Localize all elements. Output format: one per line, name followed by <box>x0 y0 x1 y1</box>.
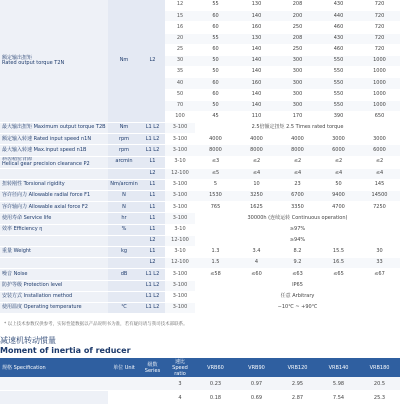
moi-header-cell: VRB180 <box>359 358 400 377</box>
moi-header-cell: 规格 Specification <box>0 358 108 377</box>
value-cell: 550 <box>318 78 359 89</box>
spec-unit: rpm <box>108 134 140 145</box>
value-cell: 300 <box>277 100 318 111</box>
moi-value-cell: 0.18 <box>195 391 236 405</box>
value-cell: 140 <box>236 89 277 100</box>
value-cell: 45 <box>195 111 236 122</box>
value-cell: ≤67 <box>359 269 400 280</box>
value-cell: 4000 <box>277 134 318 145</box>
spec-series: L1 L2 <box>140 280 165 291</box>
spec-label <box>0 258 108 269</box>
value-cell: 50 <box>195 100 236 111</box>
value-cell: 140 <box>236 11 277 22</box>
spec-series: L2 <box>140 258 165 269</box>
value-cell: 1000 <box>359 78 400 89</box>
spec-row <box>0 269 400 280</box>
ratio-cell: 3-100 <box>165 123 195 134</box>
spec-span-value: ≥97% <box>195 224 400 235</box>
spec-row <box>0 202 400 213</box>
value-cell: 130 <box>236 0 277 11</box>
spec-unit: N <box>108 191 140 202</box>
moi-unit-cell <box>108 377 140 391</box>
value-cell: 15.5 <box>318 246 359 257</box>
value-cell: ≤4 <box>236 168 277 179</box>
value-cell: 8.2 <box>277 246 318 257</box>
spec-span-value: −10℃ ~ +90℃ <box>195 302 400 313</box>
ratio-cell: 15 <box>165 11 195 22</box>
spec-series: L1 <box>140 191 165 202</box>
spec-span-value: 任意 Arbitrary <box>195 291 400 302</box>
value-cell: 1000 <box>359 55 400 66</box>
spec-label: 重量 Weight <box>0 246 108 257</box>
value-cell: 460 <box>318 44 359 55</box>
value-cell: 3000 <box>359 134 400 145</box>
value-cell: 55 <box>195 33 236 44</box>
spec-series: L1 <box>140 224 165 235</box>
spec-unit: N <box>108 202 140 213</box>
moi-value-cell: 0.69 <box>236 391 277 405</box>
value-cell: 140 <box>236 100 277 111</box>
value-cell: 720 <box>359 0 400 11</box>
moi-value-cell: 2.95 <box>277 377 318 391</box>
moi-header-cell: VRB60 <box>195 358 236 377</box>
value-cell: 390 <box>318 111 359 122</box>
value-cell: 4700 <box>318 202 359 213</box>
value-cell: ≤65 <box>318 269 359 280</box>
value-cell: 16.5 <box>318 258 359 269</box>
moi-series-cell <box>140 377 165 391</box>
ratio-cell: 25 <box>165 44 195 55</box>
moi-value-cell: 5.98 <box>318 377 359 391</box>
moi-header-cell: 速比 Speed ratio <box>165 358 195 377</box>
value-cell: 50 <box>318 179 359 190</box>
ratio-cell: 3-100 <box>165 213 195 224</box>
ratio-cell: 35 <box>165 67 195 78</box>
moi-table-body <box>0 377 400 405</box>
value-cell: 250 <box>277 44 318 55</box>
ratio-cell: 3-100 <box>165 145 195 156</box>
spec-unit <box>108 291 140 302</box>
value-cell: 4000 <box>195 134 236 145</box>
ratio-cell: 12 <box>165 0 195 11</box>
value-cell: 4 <box>236 258 277 269</box>
value-cell: 720 <box>359 11 400 22</box>
value-cell: 6700 <box>277 191 318 202</box>
ratio-cell: 30 <box>165 55 195 66</box>
spec-row <box>0 156 400 168</box>
spec-label: 最大输入转速 Max.input speed n1B <box>0 145 108 156</box>
moi-table <box>0 358 400 405</box>
value-cell: 1000 <box>359 89 400 100</box>
value-cell: ≤63 <box>277 269 318 280</box>
spec-unit: rpm <box>108 145 140 156</box>
value-cell: 3250 <box>236 191 277 202</box>
spec-label: 安装方式 Installation method <box>0 291 108 302</box>
spec-unit: ℃ <box>108 302 140 313</box>
value-cell: 250 <box>277 22 318 33</box>
moi-spec-cell <box>0 377 108 391</box>
ratio-cell: 3-100 <box>165 179 195 190</box>
value-cell: 10 <box>236 179 277 190</box>
value-cell: 145 <box>359 179 400 190</box>
value-cell: 208 <box>277 0 318 11</box>
value-cell: 208 <box>277 33 318 44</box>
spec-label <box>0 235 108 246</box>
value-cell: 300 <box>277 55 318 66</box>
value-cell: 140 <box>236 44 277 55</box>
spec-label: 容许轴向力 Allowable axial force F2 <box>0 202 108 213</box>
value-cell: 8000 <box>277 145 318 156</box>
value-cell: ≤2 <box>359 156 400 168</box>
spec-series: L1 L2 <box>140 302 165 313</box>
value-cell: 60 <box>195 44 236 55</box>
spec-unit: hr <box>108 213 140 224</box>
spec-label: 噪音 Noise <box>0 269 108 280</box>
value-cell: 130 <box>236 33 277 44</box>
moi-title-en: Moment of inertia of reducer <box>0 346 131 355</box>
value-cell: 9400 <box>318 191 359 202</box>
moi-header-cell: 级数 Series <box>140 358 165 377</box>
value-cell: 720 <box>359 44 400 55</box>
ratio-cell: 12-100 <box>165 258 195 269</box>
spec-unit: kg <box>108 246 140 257</box>
moi-value-cell: 25.3 <box>359 391 400 405</box>
value-cell: 7250 <box>359 202 400 213</box>
spec-unit: Nm/arcmin <box>108 179 140 190</box>
spec-series: L1 L2 <box>140 291 165 302</box>
rated-torque-label: 额定输出扭矩 Rated output torque T2N <box>0 0 108 123</box>
value-cell: 140 <box>236 67 277 78</box>
ratio-cell: 20 <box>165 33 195 44</box>
value-cell: 55 <box>195 0 236 11</box>
value-cell: 50 <box>195 67 236 78</box>
spec-label: 使用寿命 Service life <box>0 213 108 224</box>
value-cell: 50 <box>195 55 236 66</box>
ratio-cell: 3-100 <box>165 191 195 202</box>
value-cell: 23 <box>277 179 318 190</box>
spec-label: 防护等级 Protection level <box>0 280 108 291</box>
value-cell: 440 <box>318 11 359 22</box>
spec-unit <box>108 168 140 179</box>
spec-row <box>0 191 400 202</box>
value-cell: 170 <box>277 111 318 122</box>
value-cell: 60 <box>195 11 236 22</box>
spec-row-rated-torque <box>0 0 400 11</box>
spec-series: L1 L2 <box>140 269 165 280</box>
value-cell: 550 <box>318 55 359 66</box>
spec-row <box>0 123 400 134</box>
spec-series: L1 <box>140 179 165 190</box>
value-cell: 550 <box>318 100 359 111</box>
moi-value-cell: 2.87 <box>277 391 318 405</box>
value-cell: 550 <box>318 67 359 78</box>
value-cell: 6000 <box>359 145 400 156</box>
value-cell: ≤2 <box>236 156 277 168</box>
value-cell: 110 <box>236 111 277 122</box>
value-cell: ≤5 <box>195 168 236 179</box>
value-cell: 33 <box>359 258 400 269</box>
spec-label: 额定输入转速 Rated input speed n1N <box>0 134 108 145</box>
moi-header-cell: 单位 Unit <box>108 358 140 377</box>
moi-header-cell: VRB120 <box>277 358 318 377</box>
spec-label: 效率 Efficiency η <box>0 224 108 235</box>
ratio-cell: 3-100 <box>165 302 195 313</box>
spec-row <box>0 291 400 302</box>
value-cell: 1.5 <box>195 258 236 269</box>
value-cell: 765 <box>195 202 236 213</box>
ratio-cell: 3-100 <box>165 269 195 280</box>
ratio-cell: 3-100 <box>165 280 195 291</box>
spec-span-value: IP65 <box>195 280 400 291</box>
value-cell: ≤3 <box>195 156 236 168</box>
spec-series: L1 <box>140 202 165 213</box>
moi-unit-cell <box>108 391 140 405</box>
value-cell: 8000 <box>195 145 236 156</box>
moi-header-row <box>0 358 400 377</box>
moi-header-cell: VRB90 <box>236 358 277 377</box>
value-cell: 300 <box>277 67 318 78</box>
spec-label: 扭转刚性 Torsional rigidity <box>0 179 108 190</box>
spec-unit <box>108 280 140 291</box>
spec-row <box>0 145 400 156</box>
spec-row <box>0 246 400 257</box>
ratio-cell: 12-100 <box>165 235 195 246</box>
value-cell: 9.2 <box>277 258 318 269</box>
value-cell: 8000 <box>236 145 277 156</box>
ratio-cell: 3-100 <box>165 134 195 145</box>
spec-unit <box>108 258 140 269</box>
spec-unit: arcmin <box>108 156 140 168</box>
moi-ratio-cell: 4 <box>165 391 195 405</box>
value-cell: ≤4 <box>359 168 400 179</box>
moi-header-cell: VRB140 <box>318 358 359 377</box>
spec-series: L1 <box>140 246 165 257</box>
spec-series: L2 <box>140 235 165 246</box>
value-cell: 650 <box>359 111 400 122</box>
ratio-cell: 12-100 <box>165 168 195 179</box>
value-cell: 300 <box>277 78 318 89</box>
value-cell: 1625 <box>236 202 277 213</box>
spec-unit: Nm <box>108 123 140 134</box>
spec-label: 容许径向力 Allowable radial force F1 <box>0 191 108 202</box>
value-cell: 60 <box>195 89 236 100</box>
ratio-cell: 16 <box>165 22 195 33</box>
ratio-cell: 50 <box>165 89 195 100</box>
spec-row <box>0 213 400 224</box>
rated-torque-unit: Nm <box>108 0 140 123</box>
spec-row <box>0 168 400 179</box>
spec-series: L1 L2 <box>140 134 165 145</box>
spec-label <box>0 168 108 179</box>
value-cell: 1000 <box>359 100 400 111</box>
moi-value-cell: 0.23 <box>195 377 236 391</box>
moi-row <box>0 391 400 405</box>
ratio-cell: 3-100 <box>165 291 195 302</box>
moi-series-cell <box>140 391 165 405</box>
spec-unit: dB <box>108 269 140 280</box>
value-cell: 60 <box>195 78 236 89</box>
spec-row <box>0 134 400 145</box>
spec-span-value: 30000h (连续运转 Continuous operation) <box>195 213 400 224</box>
value-cell: 5 <box>195 179 236 190</box>
ratio-cell: 100 <box>165 111 195 122</box>
value-cell: 300 <box>277 89 318 100</box>
value-cell: 6000 <box>318 145 359 156</box>
ratio-cell: 70 <box>165 100 195 111</box>
footnote: * 以上技术参数仅供参考，实际性能数据以产品说明书为准，若有疑问请与我司技术部联系。 <box>4 322 188 327</box>
spec-series: L1 <box>140 156 165 168</box>
value-cell: 1530 <box>195 191 236 202</box>
value-cell: ≤58 <box>195 269 236 280</box>
value-cell: 460 <box>318 22 359 33</box>
moi-value-cell: 0.97 <box>236 377 277 391</box>
value-cell: 60 <box>195 22 236 33</box>
spec-row <box>0 224 400 235</box>
spec-label: 使用温度 Operating temperature <box>0 302 108 313</box>
value-cell: 140 <box>236 55 277 66</box>
moi-value-cell: 7.54 <box>318 391 359 405</box>
spec-span-value: ≥94% <box>195 235 400 246</box>
spec-unit <box>108 235 140 246</box>
ratio-cell: 3-10 <box>165 246 195 257</box>
spec-label: 最大输出扭矩 Maximum output torque T2B <box>0 123 108 134</box>
ratio-cell: 40 <box>165 78 195 89</box>
spec-row <box>0 258 400 269</box>
moi-ratio-cell: 3 <box>165 377 195 391</box>
value-cell: 3000 <box>318 134 359 145</box>
spec-row <box>0 179 400 190</box>
moi-row <box>0 377 400 391</box>
value-cell: 430 <box>318 33 359 44</box>
value-cell: 1000 <box>359 67 400 78</box>
spec-row <box>0 302 400 313</box>
value-cell: 200 <box>277 11 318 22</box>
moi-value-cell: 20.5 <box>359 377 400 391</box>
value-cell: 550 <box>318 89 359 100</box>
moi-spec-cell <box>0 391 108 405</box>
value-cell: 160 <box>236 78 277 89</box>
spec-series: L2 <box>140 168 165 179</box>
value-cell: 4000 <box>236 134 277 145</box>
spec-series: L1 L2 <box>140 145 165 156</box>
value-cell: 3.4 <box>236 246 277 257</box>
value-cell: ≤2 <box>277 156 318 168</box>
value-cell: 3350 <box>277 202 318 213</box>
value-cell: ≤4 <box>277 168 318 179</box>
spec-series: L1 <box>140 213 165 224</box>
value-cell: ≤4 <box>318 168 359 179</box>
spec-span-value: 2.5倍额定扭矩 2.5 Times rated torque <box>195 123 400 134</box>
value-cell: 160 <box>236 22 277 33</box>
spec-row <box>0 235 400 246</box>
spec-row <box>0 280 400 291</box>
value-cell: ≤2 <box>318 156 359 168</box>
value-cell: 720 <box>359 33 400 44</box>
rated-torque-series: L2 <box>140 0 165 123</box>
value-cell: 1.3 <box>195 246 236 257</box>
spec-series: L1 L2 <box>140 123 165 134</box>
value-cell: 30 <box>359 246 400 257</box>
spec-label: 斜齿精密背隙 Helical gear precision clearance P2 <box>0 156 108 168</box>
value-cell: 14500 <box>359 191 400 202</box>
ratio-cell: 3-10 <box>165 156 195 168</box>
moi-title-cn: 减速机转动惯量 <box>0 336 56 345</box>
spec-unit: % <box>108 224 140 235</box>
value-cell: ≤60 <box>236 269 277 280</box>
value-cell: 720 <box>359 22 400 33</box>
ratio-cell: 3-10 <box>165 224 195 235</box>
ratio-cell: 3-100 <box>165 202 195 213</box>
value-cell: 430 <box>318 0 359 11</box>
